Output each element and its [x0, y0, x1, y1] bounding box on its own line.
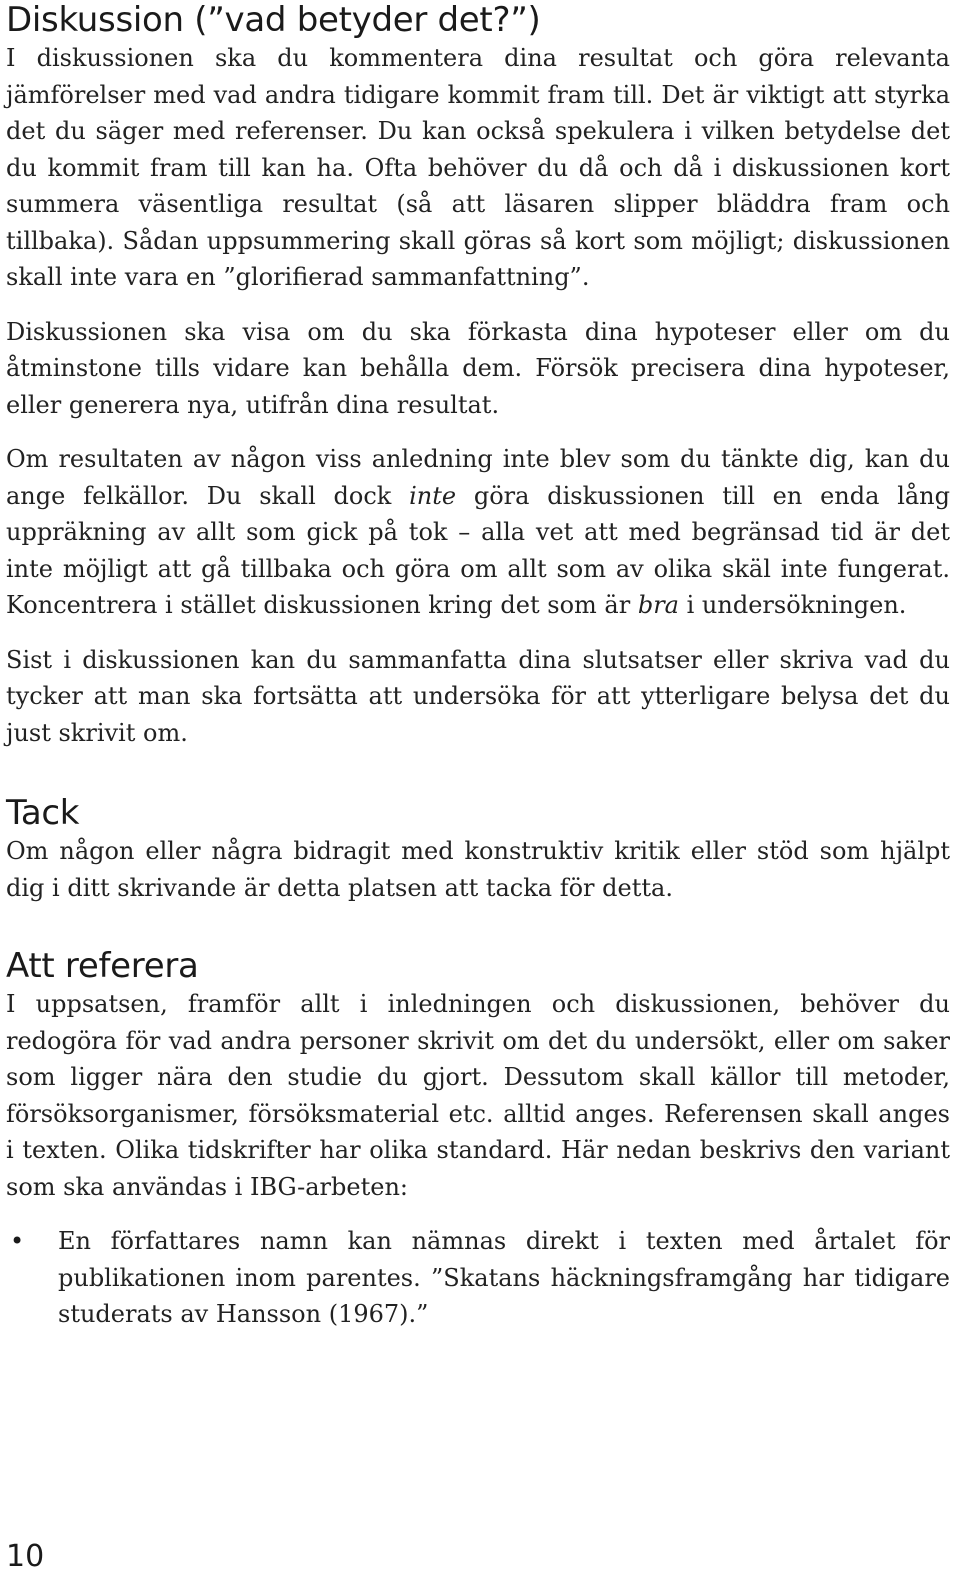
- paragraph-text: Om resultaten av någon viss anledning inte blev som du tänkte dig, kan du ange felkällor. Du skall dock: [6, 445, 950, 510]
- paragraph-diskussion-3: [6, 441, 950, 624]
- paragraph-referera-1: I uppsatsen, framför allt i inledningen och diskussionen, behöver du redogöra för vad andra personer skrivit om det du undersökt, eller om saker som ligger nära den studie du gjort. Dessutom skall källor till metoder, försöksorganismer, försöksmaterial etc. alltid anges. Referensen skall anges i texten. Olika tidskrifter har olika standard. Här nedan beskrivs den variant som ska användas i IBG-arbeten:: [6, 990, 950, 1201]
- paragraph-text: göra diskussionen till en enda lång uppräkning av allt som gick på tok – alla vet att med begränsad tid är det inte möjligt att gå tillbaka och göra om allt som av olika skäl inte fungerat. Koncentrera i stället diskussionen kring det som är: [6, 481, 950, 619]
- heading-diskussion: Diskussion (”vad betyder det?”): [6, 0, 541, 40]
- paragraph-diskussion-4: Sist i diskussionen kan du sammanfatta dina slutsatser eller skriva vad du tycker att man ska fortsätta att undersöka för att ytterligare belysa det du just skrivit om.: [6, 645, 950, 747]
- paragraph-diskussion-1: I diskussionen ska du kommentera dina resultat och göra relevanta jämförelser med vad andra tidigare kommit fram till. Det är viktigt att styrka det du säger med referenser. Du kan också spekulera i vilken betydelse det du kommit fram till kan ha. Ofta behöver du då och då i diskussionen kort summera väsentliga resultat (så att läsaren slipper bläddra fram och tillbaka). Sådan uppsummering skall göras så kort som möjligt; diskussionen skall inte vara en ”glorifierad sammanfattning”.: [6, 44, 950, 291]
- list-item: [6, 1223, 950, 1333]
- page-number: 10: [6, 1539, 45, 1574]
- paragraph-text: i undersökningen.: [678, 591, 907, 619]
- paragraph-diskussion-2: Diskussionen ska visa om du ska förkasta dina hypoteser eller om du åtminstone tills vidare kan behålla dem. Försök precisera dina hypoteser, eller generera nya, utifrån dina resultat.: [6, 317, 950, 419]
- bullet-icon: •: [10, 1227, 25, 1255]
- emphasis-bra: bra: [637, 591, 679, 619]
- emphasis-inte: inte: [409, 481, 457, 510]
- list-item-text: En författares namn kan nämnas direkt i texten med årtalet för publikationen inom parentes. ”Skatans häckningsframgång har tidigare studerats av Hansson (1967).”: [58, 1227, 950, 1328]
- heading-tack: Tack: [6, 793, 80, 833]
- heading-att-referera: Att referera: [6, 946, 199, 986]
- document-page: [6, 0, 950, 1333]
- paragraph-tack-1: Om någon eller några bidragit med konstruktiv kritik eller stöd som hjälpt dig i ditt skrivande är detta platsen att tacka för detta.: [6, 837, 950, 902]
